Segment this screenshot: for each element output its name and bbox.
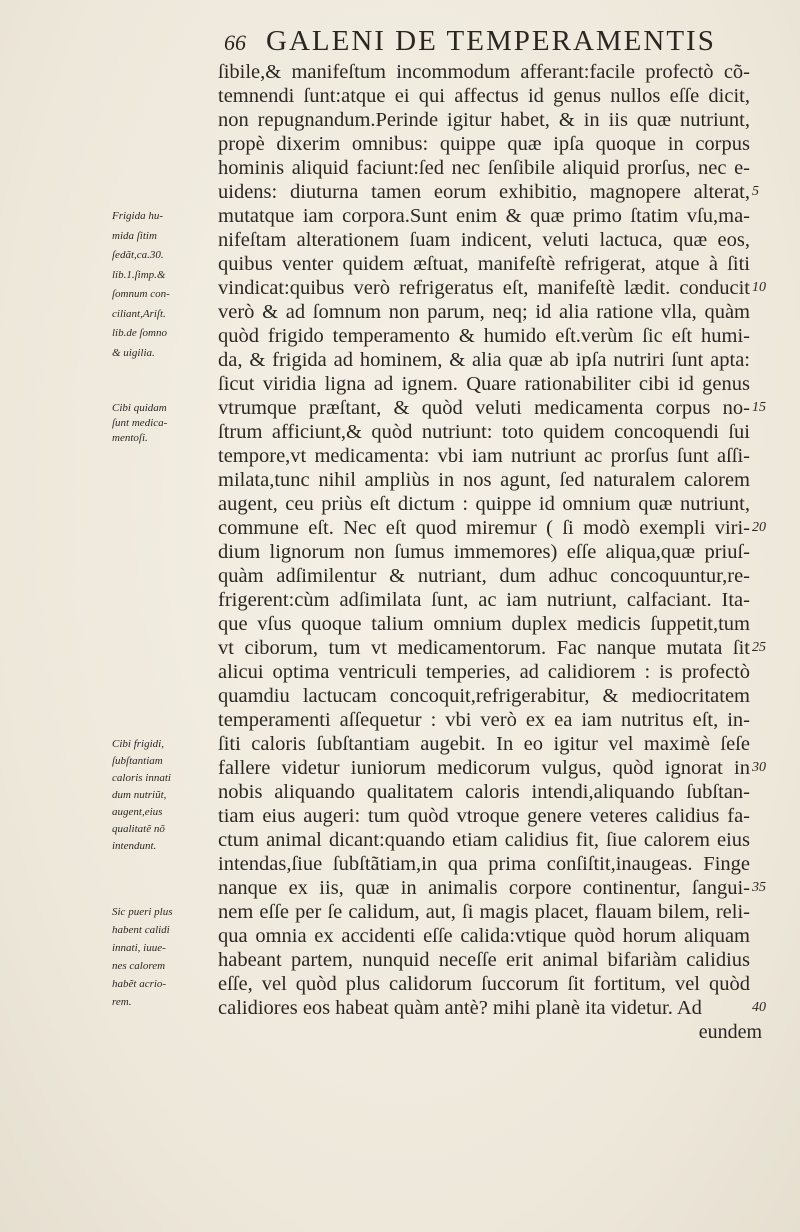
margin-note-line: ciliant,Ariſt. [112,307,166,320]
text-line: dium lignorum non ſumus immemores) eſſe aliqua,quæ priuſ- [218,541,750,563]
text-line: ſtrum afficiunt,& quòd nutriunt: toto quidem concoquendi ſui [218,421,750,443]
margin-note-line: mida ſitim [112,229,157,242]
margin-note-line: dum nutriũt, [112,789,167,801]
text-line: ctum animal dicant:quando etiam calidius fit, ſiue calorem eius [218,829,750,851]
text-line: qua omnia ex accidenti eſſe calida:vtique quòd horum aliquam [218,925,750,947]
line-number: 20 [752,520,766,535]
margin-note-line: ſunt medica- [112,417,168,429]
line-number: 35 [752,880,766,895]
text-line: commune eſt. Nec eſt quod miremur ( ſi modò exempli viri- [218,517,750,539]
margin-note-line: ſubſtantiam [112,755,163,767]
running-head [224,24,744,60]
text-line: temnendi ſunt:atque ei qui affectus id genus nullos eſſe dicit, [218,85,750,107]
running-title: GALENI DE TEMPERAMENTIS [266,25,716,57]
text-line: temperamenti aſſequetur : vbi verò ex ea iam nutritus eſt, in- [218,709,750,731]
text-line: nifeſtam alterationem ſuam indicent, veluti lactuca, quæ eos, [218,229,750,251]
text-line: da, & frigida ad hominem, & alia quæ ab ipſa nutriri ſunt apta: [218,349,750,371]
text-line: quibus venter quidem æſtuat, manifeſtè refrigerat, atque à ſiti [218,253,750,275]
margin-note-line: ſedãt,ca.30. [112,249,164,261]
text-line: vindicat:quibus verò refrigeratus eſt, manifeſtè lædit. conducit [218,277,750,299]
margin-note-line: Cibi quidam [112,402,167,414]
margin-note-line: & uigilia. [112,346,155,359]
margin-note-line: Cibi frigidi, [112,738,164,750]
text-line: uidens: diuturna tamen eorum exhibitio, magnopere alterat, [218,181,750,203]
margin-note-line: mentoſi. [112,432,148,444]
margin-note-line: ſomnum con- [112,288,170,300]
line-number: 15 [752,400,766,415]
margin-note-line: Frigida hu- [112,210,164,222]
text-line: propè dixerim omnibus: quippe quæ ipſa quoque in corpus [218,133,750,155]
margin-note-line: nes calorem [112,960,166,972]
text-line: fallere videtur iuniorum medicorum vulgus, quòd ignorat in [218,757,750,779]
margin-note-line: habẽt acrio- [112,978,167,990]
text-line: verò & ad ſomnum non parum, neq; id alia ratione vlla, quàm [218,301,750,323]
margin-note-line: caloris innati [112,772,171,784]
text-line: eſſe, vel quòd plus calidorum ſuccorum ſit fortitum, vel quòd [218,973,750,995]
margin-note-line: intendunt. [112,840,157,852]
text-line: mutatque iam corpora.Sunt enim & quæ primo ſtatim vſu,ma- [218,205,750,227]
text-line: quòd frigido temperamento & humido eſt.verùm ſic eſt humi- [218,325,750,347]
text-line: milata,tunc nihil ampliùs in nos agunt, ſed naturalem calorem [218,469,750,491]
text-line: nobis aliquando qualitatem caloris intendi,aliquando ſubſtan- [218,781,750,803]
text-line: quamdiu lactucam concoquit,refrigerabitur, & mediocritatem [218,685,750,707]
text-line: calidiores eos habeat quàm antè? mihi planè ita videtur. Ad [218,997,702,1019]
catchword: eundem [698,1021,762,1043]
line-number: 40 [752,1000,766,1015]
text-line: habeant partem, nunquid neceſſe erit animal bifariàm calidius [218,949,750,971]
margin-note-line: lib.de ſomno [112,327,167,339]
text-line: vtrumque præſtant, & quòd veluti medicamenta corpus no- [218,397,750,419]
line-number: 25 [752,640,766,655]
text-line: tiam eius augeri: tum quòd vtroque genere veteres calidius fa- [218,805,750,827]
page-number: 66 [224,30,246,55]
margin-note-line: lib.1.ſimp.& [112,268,166,281]
text-line: augent, ceu priùs eſt dictum : quippe id omnium quæ nutriunt, [218,493,750,515]
text-line: ſiti caloris ſubſtantiam augebit. In eo igitur vel maximè ſeſe [218,733,750,755]
text-line: hominis aliquid faciunt:ſed nec ſenſibile aliquid prorſus, nec e- [218,157,750,179]
text-line: que vſus quoque talium omnium duplex medicis ſuppetit,tum [218,613,750,635]
margin-note-line: Sic pueri plus [112,906,173,918]
text-line: alicui optima ventriculi temperies, ad calidiorem : is profectò [218,661,750,683]
text-line: tempore,vt medicamenta: vbi iam nutriunt ac prorſus ſunt aſſi- [218,445,750,467]
line-number: 10 [752,280,766,295]
margin-note-line: augent,eius [112,806,163,818]
text-line: ſicut viridia ligna ad ignem. Quare rationabiliter cibi id genus [218,373,750,395]
text-line: quàm adſimilentur & nutriant, dum adhuc concoquuntur,re- [218,565,750,587]
margin-note-line: habent calidi [112,924,170,936]
line-number: 5 [752,184,759,199]
text-line: intendas,ſiue ſubſtãtiam,in qua prima conſiſtit,inaugeas. Finge [218,853,750,875]
margin-note-line: innati, iuue- [112,942,166,954]
line-number: 30 [752,760,766,775]
text-line: nanque ex iis, quæ in animalis corpore continentur, ſangui- [218,877,750,899]
text-line: ſibile,& manifeſtum incommodum afferant:facile profectò cõ- [218,61,750,83]
text-line: frigerent:cùm adſimilata ſunt, ac iam nutriunt, calfaciant. Ita- [218,589,750,611]
margin-note-line: qualitatẽ nõ [112,823,165,835]
text-line: vt ciborum, tum vt medicamentorum. Fac nanque mutata ſit [218,637,750,659]
text-line: nem eſſe per ſe calidum, aut, ſi magis placet, flauam bilem, reli- [218,901,750,923]
margin-note-line: rem. [112,996,132,1008]
text-line: non repugnandum.Perinde igitur habet, & in iis quæ nutriunt, [218,109,750,131]
